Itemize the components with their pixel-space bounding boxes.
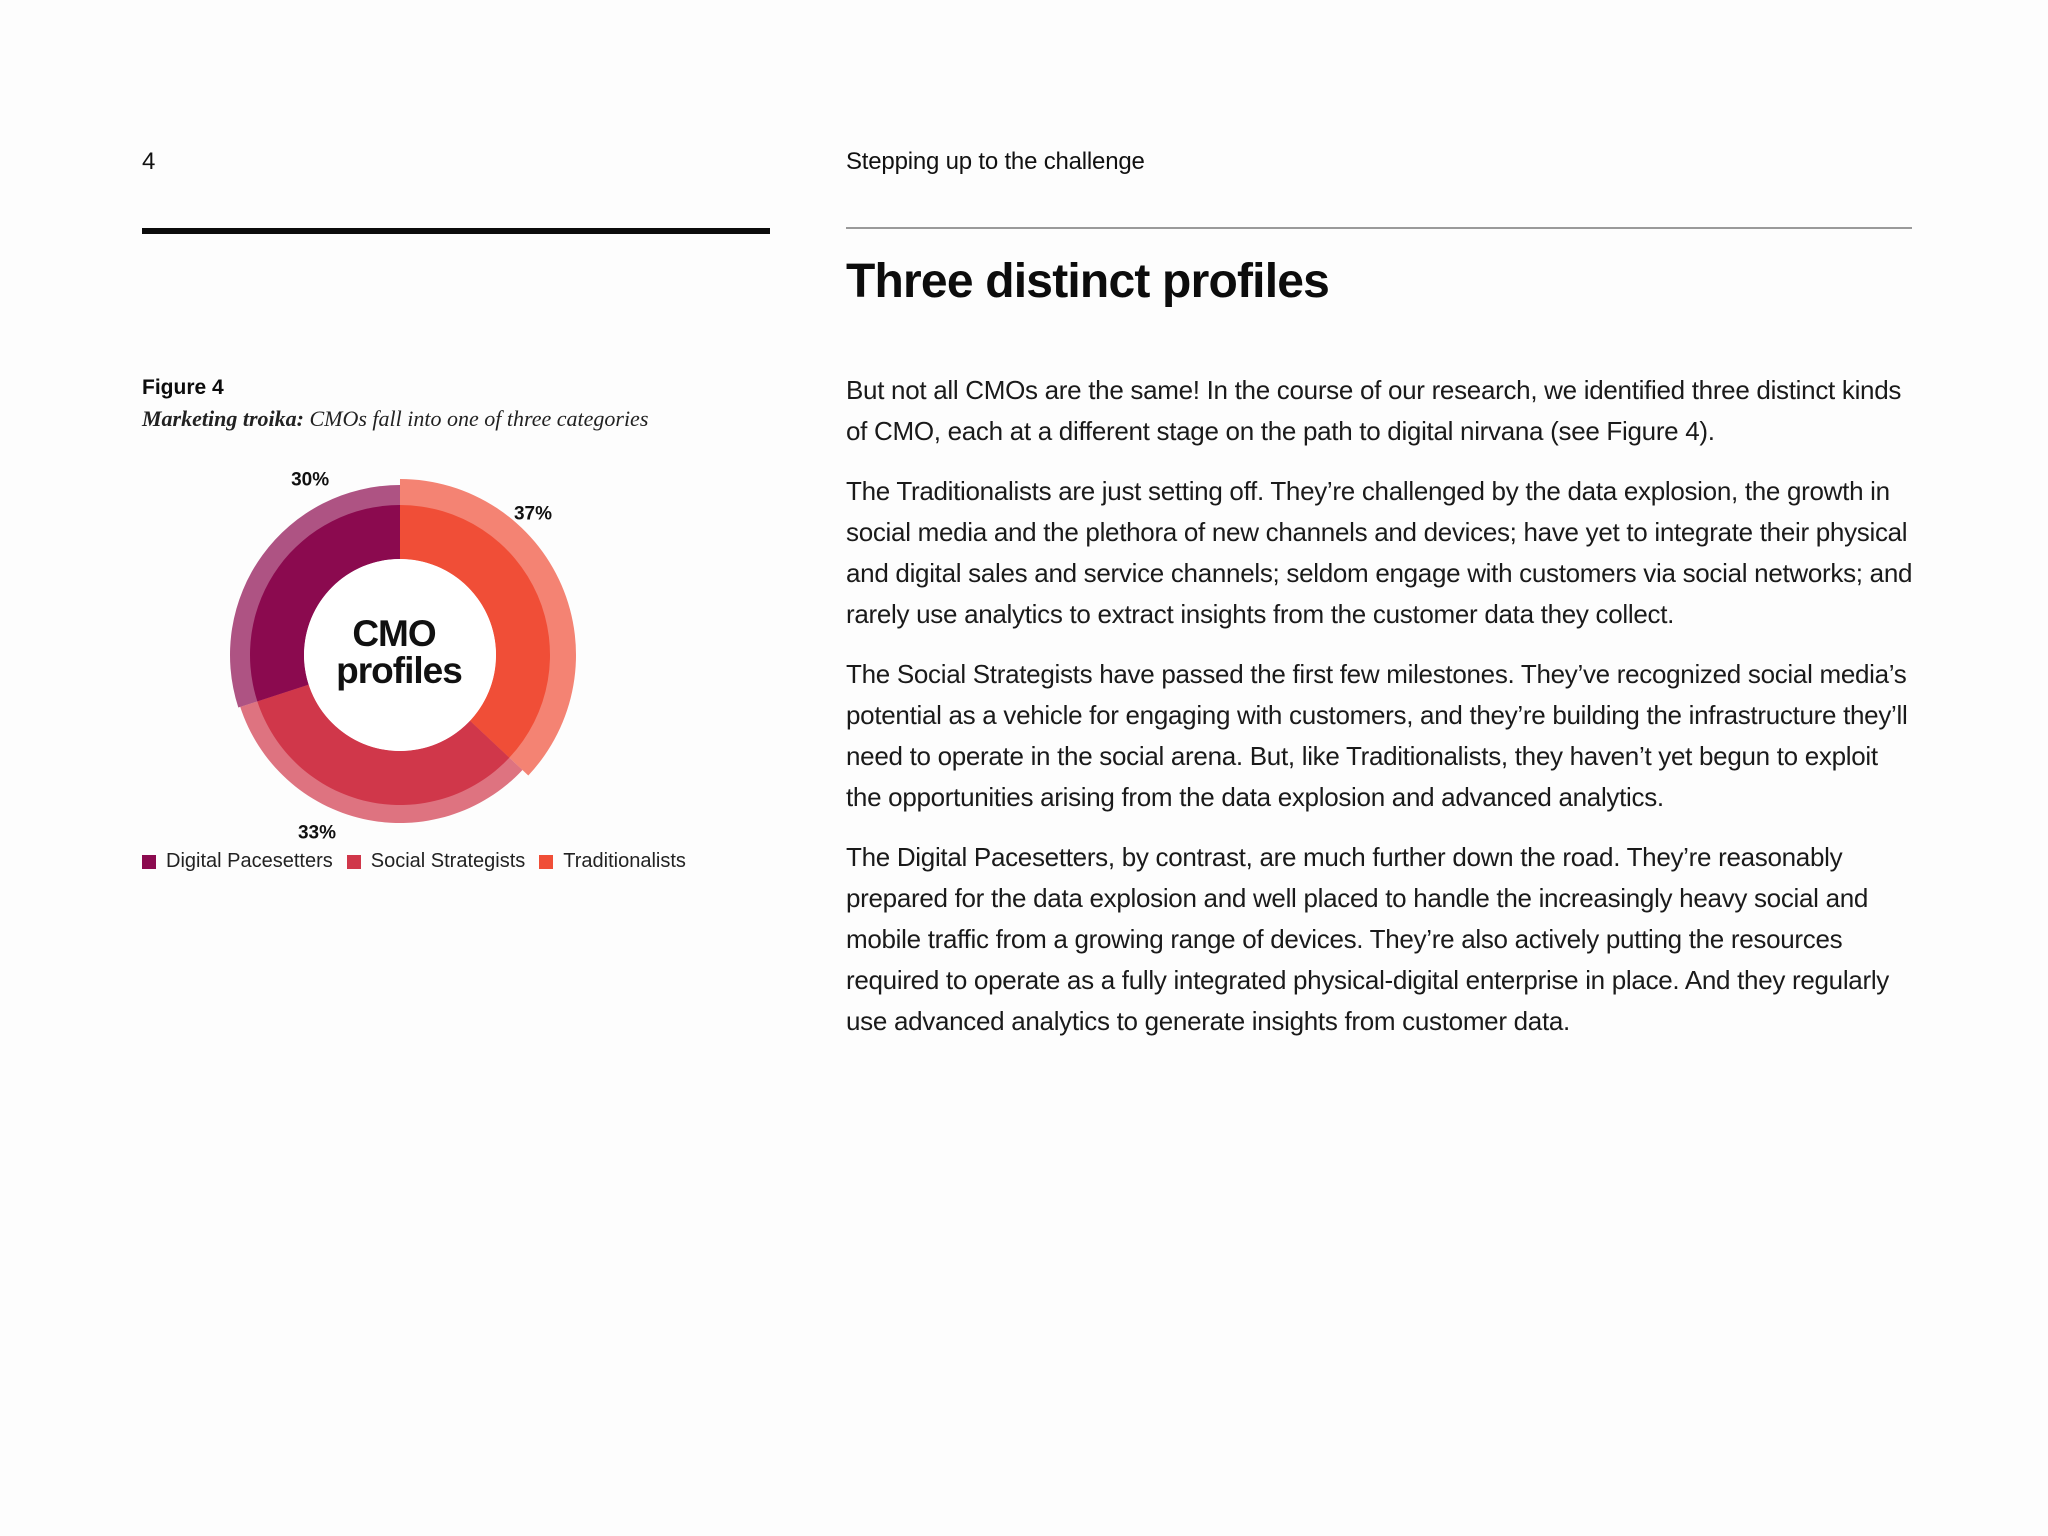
figure-caption-bold: Marketing troika: [142,406,304,431]
figure-caption-text: CMOs fall into one of three categories [309,406,649,431]
body-text [846,370,1916,1061]
page-title: Three distinct profiles [846,255,1330,308]
body-paragraph-2: The Traditionalists are just setting off. They’re challenged by the data explosion, the growth in social media and the plethora of new channels and devices; have yet to integrate their physical and digital sales and service channels; seldom engage with customers via social networks; and rarely use analytics to extract insights from the customer data they collect. [846,476,1913,629]
figure-label: Figure 4 [142,376,224,399]
legend-swatch-digital-pacesetters [142,855,156,869]
legend-item-social-strategists [347,850,526,873]
percent-label-social-strategists: 33% [297,822,336,844]
body-paragraph-3: The Social Strategists have passed the first few milestones. They’ve recognized social media’s potential as a vehicle for engaging with customers, and they’re building the infrastructure they’ll need to operate in the social arena. But, like Traditionalists, they haven’t yet begun to exploit the opportunities arising from the data explosion and advanced analytics. [846,659,1908,812]
figure-caption [142,406,648,432]
legend-label-digital-pacesetters: Digital Pacesetters [166,850,333,872]
right-divider [846,227,1912,229]
legend-item-traditionalists [539,850,686,873]
percent-label-traditionalists: 37% [513,503,553,525]
percent-label-digital-pacesetters: 30% [291,469,330,491]
page-number: 4 [142,148,156,175]
legend-swatch-traditionalists [539,855,553,869]
section-label: Stepping up to the challenge [846,148,1145,175]
body-paragraph-1: But not all CMOs are the same! In the course of our research, we identified three distinct kinds of CMO, each at a different stage on the path to digital nirvana (see Figure 4). [846,375,1902,446]
center-label-line2: profiles [336,650,462,691]
legend-swatch-social-strategists [347,855,361,869]
legend-label-traditionalists: Traditionalists [563,850,686,872]
donut-chart [200,455,600,855]
legend-label-social-strategists: Social Strategists [370,850,526,872]
center-label-line1: CMO [352,613,436,654]
body-paragraph-4: The Digital Pacesetters, by contrast, are much further down the road. They’re reasonably prepared for the data explosion and well placed to handle the increasingly heavy social and mobile traffic from a growing range of devices. They’re also actively putting the resources required to operate as a fully integrated physical-digital enterprise in place. And they regularly use advanced analytics to generate insights from customer data. [846,842,1889,1036]
chart-legend [142,850,686,873]
legend-item-digital-pacesetters [142,850,333,873]
left-divider [142,228,770,234]
